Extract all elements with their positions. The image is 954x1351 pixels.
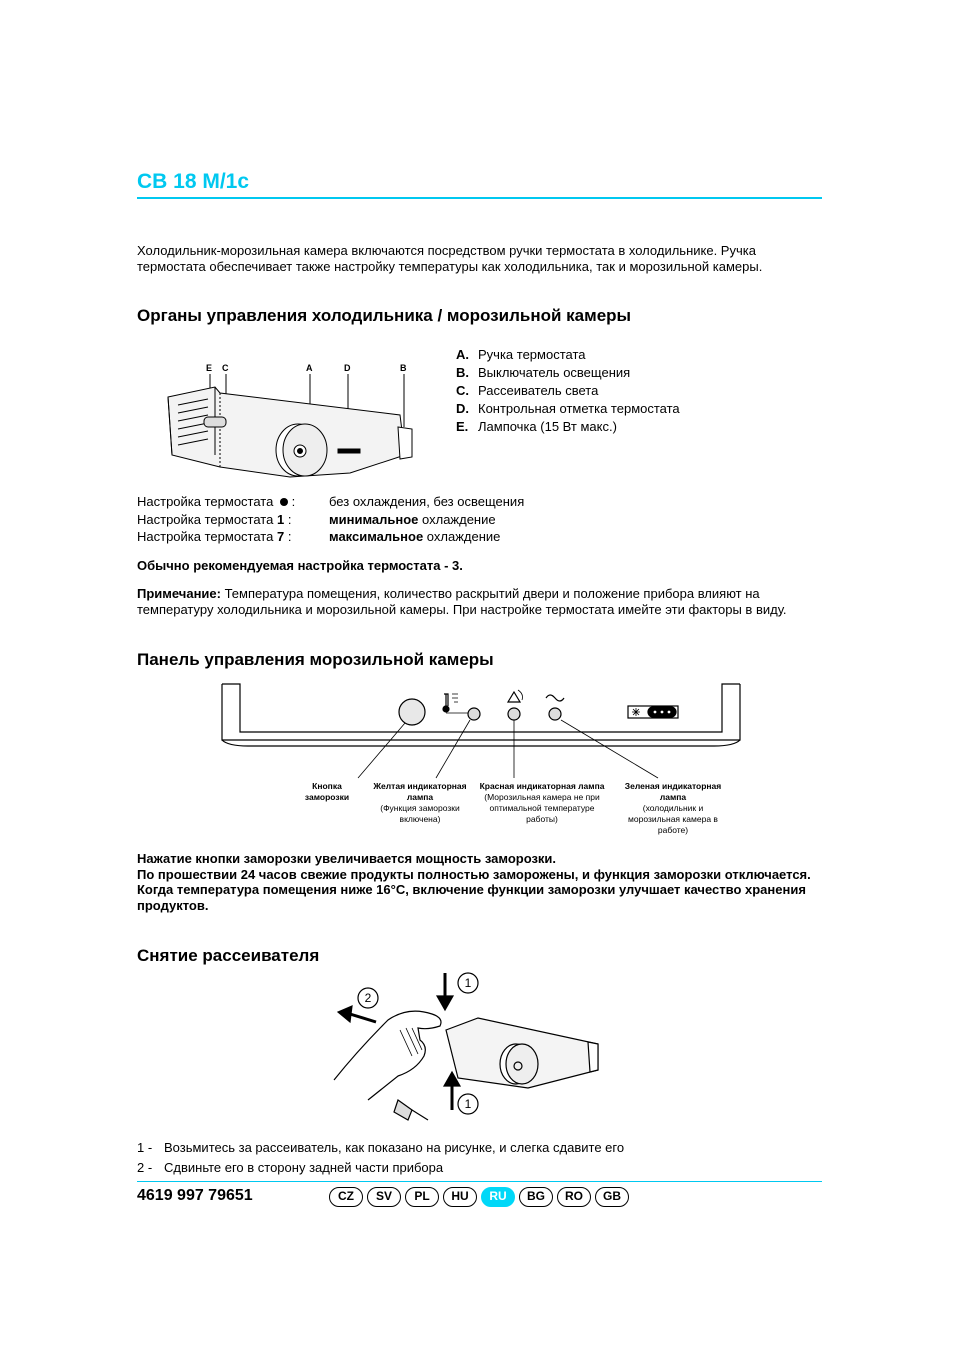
legend-item: D. Контрольная отметка термостата [456, 401, 680, 416]
diagram-letter-a: A [306, 363, 313, 373]
language-selector [329, 1187, 629, 1207]
section-heading-controls: Органы управления холодильника / морозильной камеры [137, 306, 632, 325]
language-ro[interactable]: RO [557, 1187, 591, 1207]
intro-paragraph: Холодильник-морозильная камера включаются посредством ручки термостата в холодильнике. Ручка термостата обеспечивает также настройку температуры как холодильника, так и морозильной камеры. [137, 243, 763, 274]
removal-steps [137, 1138, 624, 1178]
diagram-letter-c: C [222, 363, 229, 373]
dot-icon [280, 498, 288, 506]
step-label-1-top: 1 [464, 976, 472, 990]
legend-item: C. Рассеиватель света [456, 383, 599, 398]
language-hu[interactable]: HU [443, 1187, 477, 1207]
language-bg[interactable]: BG [519, 1187, 553, 1207]
thermostat-row: Настройка термостата : без охлаждения, без освещения [137, 494, 525, 509]
callout-green-lamp: Зеленая индикаторная лампа (холодильник и морозильная камера в работе) [624, 781, 722, 835]
callout-freeze-button: Кнопка заморозки [304, 781, 350, 802]
thermostat-row: Настройка термостата 1 : минимальное охлаждение [137, 511, 496, 527]
recommended-setting: Обычно рекомендуемая настройка термостата - 3. [137, 558, 463, 573]
freezer-notes: Нажатие кнопки заморозки увеличивается мощность заморозки. По прошествии 24 часов свежие продукты полностью заморожены, и функция заморозки отключается. Когда температура помещения ниже 16°C, включение функции заморозки улучшает качество хранения продуктов. [137, 851, 811, 913]
section-heading-diffuser-removal: Снятие рассеивателя [137, 946, 320, 965]
component-legend [456, 346, 680, 436]
thermostat-housing-diagram [160, 355, 435, 485]
step-label-2: 2 [364, 991, 372, 1005]
title-rule [137, 197, 822, 199]
page-title: CB 18 M/1c [137, 170, 250, 193]
legend-item: E. Лампочка (15 Вт макс.) [456, 419, 617, 434]
list-item: 1 - Возьмитесь за рассеиватель, как показано на рисунке, и слегка сдавите его [137, 1140, 625, 1155]
language-gb[interactable]: GB [595, 1187, 629, 1207]
freezer-control-panel-diagram [218, 680, 744, 780]
language-pl[interactable]: PL [405, 1187, 439, 1207]
language-ru[interactable]: RU [481, 1187, 515, 1207]
list-item: 2 - Сдвиньте его в сторону задней части прибора [137, 1160, 444, 1175]
legend-item: A. Ручка термостата [456, 347, 586, 362]
diagram-letter-b: B [400, 363, 407, 373]
callout-yellow-lamp: Желтая индикаторная лампа (Функция заморозки включена) [373, 781, 467, 824]
section-heading-freezer-panel: Панель управления морозильной камеры [137, 650, 494, 669]
footer-rule [137, 1181, 822, 1182]
diagram-letter-e: E [206, 363, 213, 373]
language-cz[interactable]: CZ [329, 1187, 363, 1207]
language-sv[interactable]: SV [367, 1187, 401, 1207]
thermostat-settings [137, 493, 524, 546]
thermostat-row: Настройка термостата 7 : максимальное охлаждение [137, 529, 501, 544]
document-code: 4619 997 79651 [137, 1187, 253, 1204]
diagram-letter-d: D [344, 363, 351, 373]
note-paragraph: Примечание: Температура помещения, количество раскрытий двери и положение прибора влияют на температуру холодильника и морозильной камеры. При настройке термостата имейте эти факторы в виду. [137, 586, 787, 617]
step-label-1-bottom: 1 [464, 1097, 472, 1111]
callout-red-lamp: Красная индикаторная лампа (Морозильная камера не при оптимальной температуре работы) [479, 781, 605, 824]
diffuser-removal-diagram [328, 970, 608, 1130]
legend-item: B. Выключатель освещения [456, 365, 631, 380]
